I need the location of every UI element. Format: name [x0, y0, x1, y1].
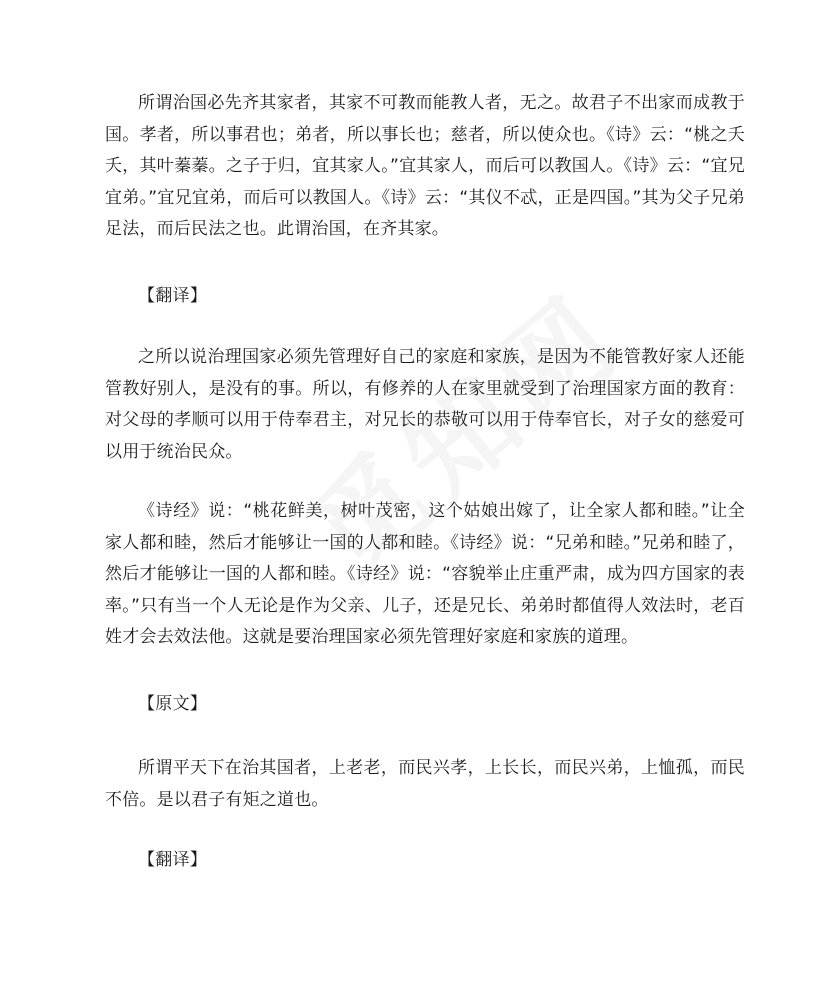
- translation-paragraph-2: 《诗经》说：“桃花鲜美，树叶茂密，这个姑娘出嫁了，让全家人都和睦。”让全家人都和睦，然后才能够让一国的人都和睦。《诗经》说：“兄弟和睦。”兄弟和睦了，然后才能够让一国的人都和睦。《诗经》说：“容貌举止庄重严肃，成为四方国家的表率。”只有当一个人无论是作为父亲、儿子，还是兄长、弟弟时都值得人效法时，老百姓才会去效法他。这就是要治理国家必须先管理好家庭和家族的道理。: [105, 501, 745, 647]
- translation-paragraph-1: 之所以说治理国家必须先管理好自己的家庭和家族，是因为不能管教好家人还能管教好别人，是没有的事。所以，有修养的人在家里就受到了治理国家方面的教育：对父母的孝顺可以用于侍奉君主，对兄长的恭敬可以用于侍奉官长，对子女的慈爱可以用于统治民众。: [105, 347, 745, 462]
- translation-heading-2: 【翻译】: [138, 850, 208, 870]
- original-text-paragraph-1: 所谓治国必先齐其家者，其家不可教而能教人者，无之。故君子不出家而成教于国。孝者，所以事君也；弟者，所以事长也；慈者，所以使众也。《诗》云：“桃之夭夭，其叶蓁蓁。之子于归，宜其家人。”宜其家人，而后可以教国人。《诗》云：“宜兄宜弟。”宜兄宜弟，而后可以教国人。《诗》云：“其仪不忒，正是四国。”其为父子兄弟足法，而后民法之也。此谓治国，在齐其家。: [105, 93, 745, 239]
- original-heading: 【原文】: [138, 694, 208, 714]
- translation-heading-1: 【翻译】: [138, 286, 208, 306]
- original-text-paragraph-2: 所谓平天下在治其国者，上老老，而民兴孝，上长长，而民兴弟，上恤孤，而民不倍。是以君子有矩之道也。: [105, 758, 745, 810]
